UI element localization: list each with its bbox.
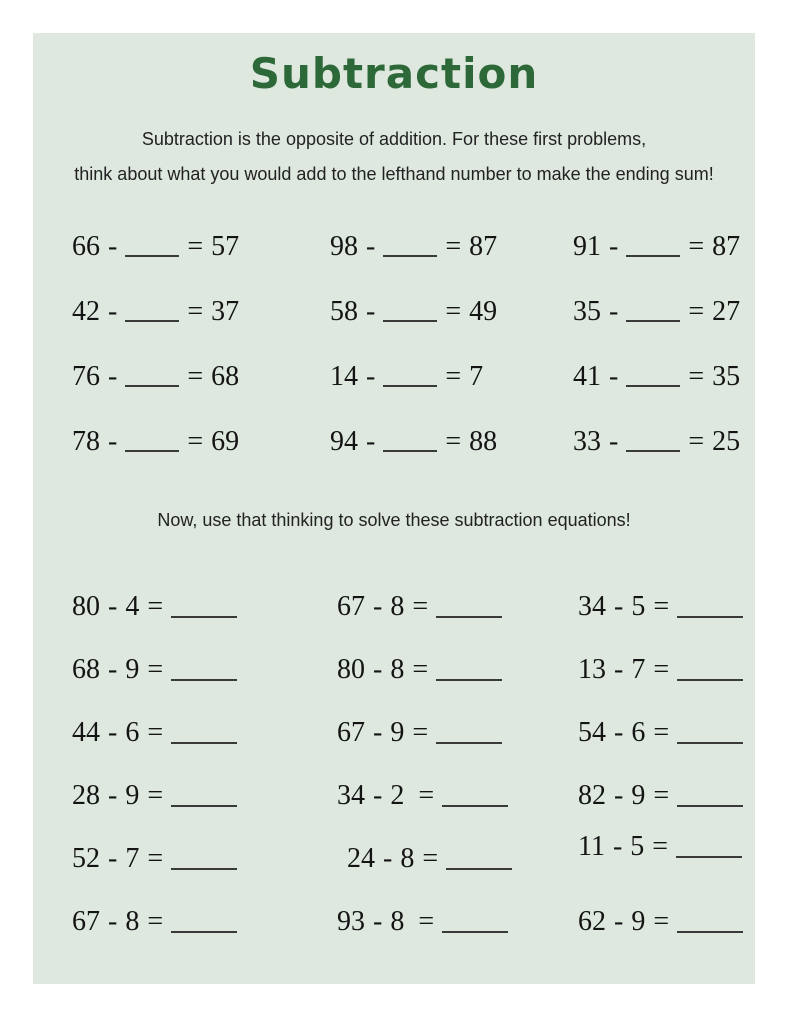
minuend: 67 (337, 590, 365, 622)
equals-sign: = (652, 830, 669, 862)
subtrahend: 8 (390, 590, 405, 622)
minuend: 80 (72, 590, 100, 622)
answer-blank[interactable] (171, 659, 237, 681)
answer-blank[interactable] (436, 596, 502, 618)
answer-blank[interactable] (436, 659, 502, 681)
minuend: 33 (573, 425, 601, 457)
equals-sign: = (445, 230, 462, 262)
minuend: 11 (578, 830, 605, 862)
minuend: 93 (337, 905, 365, 937)
equals-sign: = (147, 905, 164, 937)
minuend: 91 (573, 230, 601, 262)
minuend: 76 (72, 360, 100, 392)
minuend: 24 (347, 842, 375, 874)
subtrahend: 6 (125, 716, 140, 748)
fill-blank-problem (72, 409, 330, 474)
equals-sign: = (147, 716, 164, 748)
answer-blank[interactable] (125, 302, 179, 322)
solve-problem (578, 701, 755, 764)
second-instruction: Now, use that thinking to solve these subtraction equations! (157, 510, 631, 530)
solve-problem (72, 575, 337, 638)
minus-sign: - (108, 295, 118, 327)
equals-sign: = (445, 295, 462, 327)
subtrahend: 6 (631, 716, 646, 748)
equals-sign: = (187, 295, 204, 327)
fill-blank-problem (573, 214, 755, 279)
answer-blank[interactable] (626, 302, 680, 322)
answer-blank[interactable] (677, 911, 743, 933)
subtrahend: 8 (390, 905, 405, 937)
minus-sign: - (609, 230, 619, 262)
answer-blank[interactable] (677, 659, 743, 681)
minuend: 28 (72, 779, 100, 811)
equals-sign: = (418, 779, 435, 811)
answer-blank[interactable] (125, 237, 179, 257)
answer-blank[interactable] (171, 722, 237, 744)
equals-sign: = (422, 842, 439, 874)
difference: 37 (211, 295, 240, 327)
minus-sign: - (108, 842, 118, 874)
answer-blank[interactable] (171, 911, 237, 933)
minus-sign: - (614, 905, 624, 937)
intro-text (33, 122, 755, 192)
minuend: 67 (337, 716, 365, 748)
answer-blank[interactable] (626, 432, 680, 452)
minus-sign: - (108, 360, 118, 392)
minuend: 66 (72, 230, 100, 262)
equals-sign: = (653, 905, 670, 937)
answer-blank[interactable] (442, 785, 508, 807)
difference: 57 (211, 230, 240, 262)
solve-problem (337, 764, 578, 827)
minus-sign: - (108, 590, 118, 622)
solve-problem (578, 575, 755, 638)
answer-blank[interactable] (171, 848, 237, 870)
fill-blank-problem (330, 344, 573, 409)
solve-section (33, 575, 755, 953)
minuend: 68 (72, 653, 100, 685)
minus-sign: - (366, 230, 376, 262)
fill-blank-section (33, 214, 755, 474)
equals-sign: = (418, 905, 435, 937)
difference: 87 (712, 230, 741, 262)
subtrahend: 9 (631, 905, 646, 937)
subtrahend: 7 (631, 653, 646, 685)
equals-sign: = (147, 842, 164, 874)
equals-sign: = (187, 230, 204, 262)
minus-sign: - (108, 716, 118, 748)
solve-problem (337, 638, 578, 701)
intro-line-1: Subtraction is the opposite of addition. For these first problems, (141, 129, 647, 149)
intro-line-2: think about what you would add to the lefthand number to make the ending sum! (74, 164, 714, 184)
answer-blank[interactable] (125, 367, 179, 387)
minuend: 52 (72, 842, 100, 874)
equals-sign: = (147, 590, 164, 622)
difference: 25 (712, 425, 741, 457)
equals-sign: = (688, 295, 705, 327)
solve-problem (72, 764, 337, 827)
minus-sign: - (373, 779, 383, 811)
solve-problem (578, 638, 755, 701)
fill-blank-problem (573, 409, 755, 474)
solve-problem (72, 827, 337, 890)
equals-sign: = (653, 653, 670, 685)
difference: 87 (469, 230, 498, 262)
answer-blank[interactable] (626, 237, 680, 257)
solve-problem (72, 890, 337, 953)
subtrahend: 2 (390, 779, 405, 811)
worksheet-page (33, 33, 755, 984)
equals-sign: = (653, 716, 670, 748)
minus-sign: - (108, 230, 118, 262)
minuend: 35 (573, 295, 601, 327)
solve-problem (72, 638, 337, 701)
fill-blank-problem (330, 214, 573, 279)
minus-sign: - (609, 360, 619, 392)
minuend: 62 (578, 905, 606, 937)
minus-sign: - (108, 905, 118, 937)
fill-blank-problem (72, 279, 330, 344)
minus-sign: - (612, 830, 623, 862)
fill-blank-problem (72, 214, 330, 279)
minuend: 13 (578, 653, 606, 685)
page-title: Subtraction (249, 49, 539, 98)
equals-sign: = (187, 360, 204, 392)
minus-sign: - (108, 653, 118, 685)
minus-sign: - (614, 779, 624, 811)
answer-blank[interactable] (383, 432, 437, 452)
subtrahend: 5 (630, 830, 645, 862)
equals-sign: = (688, 360, 705, 392)
minuend: 42 (72, 295, 100, 327)
answer-blank[interactable] (626, 367, 680, 387)
minuend: 67 (72, 905, 100, 937)
answer-blank[interactable] (676, 836, 742, 858)
subtrahend: 8 (390, 653, 405, 685)
minus-sign: - (108, 425, 118, 457)
minus-sign: - (373, 590, 383, 622)
answer-blank[interactable] (436, 722, 502, 744)
answer-blank[interactable] (171, 596, 237, 618)
difference: 7 (469, 360, 484, 392)
equals-sign: = (688, 425, 705, 457)
minuend: 34 (578, 590, 606, 622)
solve-problem (72, 701, 337, 764)
minus-sign: - (383, 842, 393, 874)
minuend: 82 (578, 779, 606, 811)
answer-blank[interactable] (677, 596, 743, 618)
equals-sign: = (653, 590, 670, 622)
subtrahend: 9 (125, 779, 140, 811)
equals-sign: = (147, 779, 164, 811)
equals-sign: = (653, 779, 670, 811)
minus-sign: - (366, 360, 376, 392)
equals-sign: = (147, 653, 164, 685)
equals-sign: = (412, 716, 429, 748)
minus-sign: - (609, 295, 619, 327)
answer-blank[interactable] (383, 302, 437, 322)
equals-sign: = (445, 360, 462, 392)
solve-problem (578, 890, 755, 953)
answer-blank[interactable] (383, 367, 437, 387)
subtrahend: 4 (125, 590, 140, 622)
minus-sign: - (614, 590, 624, 622)
minus-sign: - (366, 425, 376, 457)
fill-blank-problem (573, 279, 755, 344)
solve-problem (337, 575, 578, 638)
solve-problem (337, 890, 578, 953)
difference: 49 (469, 295, 498, 327)
fill-blank-problem (573, 344, 755, 409)
answer-blank[interactable] (677, 785, 743, 807)
difference: 35 (712, 360, 741, 392)
minus-sign: - (373, 653, 383, 685)
minus-sign: - (366, 295, 376, 327)
minus-sign: - (609, 425, 619, 457)
subtrahend: 8 (125, 905, 140, 937)
difference: 88 (469, 425, 498, 457)
minuend: 14 (330, 360, 358, 392)
minus-sign: - (614, 716, 624, 748)
answer-blank[interactable] (125, 432, 179, 452)
minuend: 78 (72, 425, 100, 457)
difference: 27 (712, 295, 741, 327)
minuend: 44 (72, 716, 100, 748)
subtrahend: 8 (400, 842, 415, 874)
answer-blank[interactable] (171, 785, 237, 807)
fill-blank-problem (330, 409, 573, 474)
minus-sign: - (373, 716, 383, 748)
fill-blank-problem (330, 279, 573, 344)
minuend: 98 (330, 230, 358, 262)
equals-sign: = (187, 425, 204, 457)
subtrahend: 5 (631, 590, 646, 622)
difference: 68 (211, 360, 240, 392)
answer-blank[interactable] (442, 911, 508, 933)
answer-blank[interactable] (446, 848, 512, 870)
equals-sign: = (445, 425, 462, 457)
minuend: 41 (573, 360, 601, 392)
minuend: 94 (330, 425, 358, 457)
difference: 69 (211, 425, 240, 457)
equals-sign: = (688, 230, 705, 262)
minus-sign: - (614, 653, 624, 685)
subtrahend: 9 (125, 653, 140, 685)
minus-sign: - (108, 779, 118, 811)
minuend: 80 (337, 653, 365, 685)
minuend: 54 (578, 716, 606, 748)
minuend: 34 (337, 779, 365, 811)
answer-blank[interactable] (677, 722, 743, 744)
subtrahend: 7 (125, 842, 140, 874)
subtrahend: 9 (631, 779, 646, 811)
equals-sign: = (412, 653, 429, 685)
solve-problem (337, 701, 578, 764)
solve-problem (578, 815, 755, 878)
equals-sign: = (412, 590, 429, 622)
minuend: 58 (330, 295, 358, 327)
answer-blank[interactable] (383, 237, 437, 257)
solve-problem (337, 827, 578, 890)
fill-blank-problem (72, 344, 330, 409)
minus-sign: - (373, 905, 383, 937)
subtrahend: 9 (390, 716, 405, 748)
